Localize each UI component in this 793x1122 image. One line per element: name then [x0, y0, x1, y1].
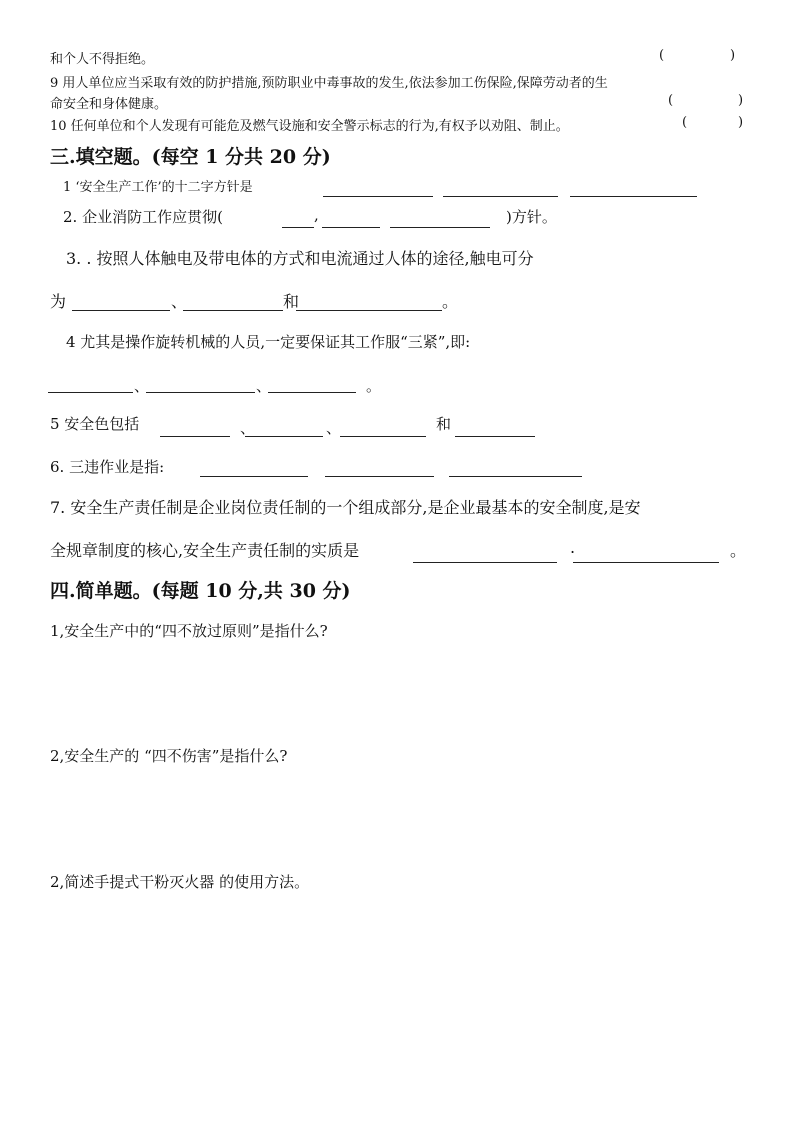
fill-question-4-sep: 、 — [256, 377, 272, 395]
fill-question-2-prefix: 2. 企业消防工作应贯彻( — [63, 208, 223, 226]
fill-question-7-line2: 全规章制度的核心,安全生产责任制的实质是 — [50, 541, 360, 560]
answer-blank[interactable] — [160, 436, 230, 437]
answer-blank[interactable] — [573, 562, 719, 563]
fill-question-5-sep: 、 — [326, 419, 342, 437]
answer-blank[interactable] — [570, 196, 697, 197]
answer-paren-open: ( — [659, 48, 665, 63]
tf-question-10: 10 任何单位和个人发现有可能危及燃气设施和安全警示标志的行为,有权予以劝阻、制止。 — [50, 119, 569, 134]
answer-blank[interactable] — [390, 227, 490, 228]
answer-paren-close: ) — [730, 48, 736, 63]
tf-question-9b: 命安全和身体健康。 — [50, 97, 168, 112]
fill-question-6-prefix: 6. 三违作业是指: — [50, 458, 165, 476]
short-question-1: 1,安全生产中的“四不放过原则”是指什么? — [50, 622, 328, 640]
fill-question-2-comma: , — [314, 206, 319, 224]
answer-blank[interactable] — [455, 436, 535, 437]
fill-question-4-line1: 4 尤其是操作旋转机械的人员,一定要保证其工作服“三紧”,即: — [66, 333, 471, 351]
fill-question-4-sep: 、 — [134, 377, 150, 395]
fill-question-2-suffix: )方针。 — [506, 208, 557, 226]
answer-blank[interactable] — [282, 227, 314, 228]
fill-question-4-end: 。 — [366, 377, 382, 395]
fill-question-5-prefix: 5 安全色包括 — [50, 415, 140, 433]
answer-blank[interactable] — [200, 476, 308, 477]
answer-paren-open: ( — [682, 115, 688, 130]
tf-question-9a: 9 用人单位应当采取有效的防护措施,预防职业中毒事故的发生,依法参加工伤保险,保障劳动者的生 — [50, 76, 608, 91]
fill-question-5-sep: 、 — [240, 419, 256, 437]
answer-blank[interactable] — [323, 196, 433, 197]
section-3-title: 三.填空题。(每空 1 分共 20 分) — [50, 146, 331, 168]
answer-blank[interactable] — [146, 392, 255, 393]
answer-blank[interactable] — [183, 310, 283, 311]
fill-question-5-and: 和 — [436, 415, 452, 433]
answer-blank[interactable] — [325, 476, 434, 477]
short-question-3: 2,简述手提式干粉灭火器 的使用方法。 — [50, 873, 310, 891]
answer-blank[interactable] — [340, 436, 426, 437]
fill-question-3-and: 和 — [283, 292, 300, 311]
fill-question-1: 1 ‘安全生产工作’的十二字方针是 — [63, 180, 253, 195]
answer-blank[interactable] — [443, 196, 558, 197]
fill-question-3-prefix: 为 — [50, 292, 67, 311]
answer-blank[interactable] — [449, 476, 582, 477]
answer-blank[interactable] — [48, 392, 133, 393]
answer-blank[interactable] — [72, 310, 170, 311]
fill-question-3-sep: 、 — [171, 292, 188, 311]
tf-line-0: 和个人不得拒绝。 — [50, 52, 155, 67]
fill-question-7-dot: . — [570, 538, 576, 557]
answer-blank[interactable] — [322, 227, 380, 228]
answer-blank[interactable] — [413, 562, 557, 563]
fill-question-3-end: 。 — [442, 292, 459, 311]
answer-blank[interactable] — [245, 436, 323, 437]
answer-blank[interactable] — [296, 310, 442, 311]
answer-paren-close: ) — [738, 115, 744, 130]
fill-question-7-line1: 7. 安全生产责任制是企业岗位责任制的一个组成部分,是企业最基本的安全制度,是安 — [50, 498, 641, 517]
section-4-title: 四.简单题。(每题 10 分,共 30 分) — [50, 580, 351, 602]
answer-paren-open: ( — [668, 93, 674, 108]
fill-question-7-end: 。 — [730, 541, 747, 560]
answer-blank[interactable] — [268, 392, 356, 393]
fill-question-3-line1: 3. . 按照人体触电及带电体的方式和电流通过人体的途径,触电可分 — [66, 249, 534, 268]
short-question-2: 2,安全生产的 “四不伤害”是指什么? — [50, 747, 288, 765]
answer-paren-close: ) — [738, 93, 744, 108]
